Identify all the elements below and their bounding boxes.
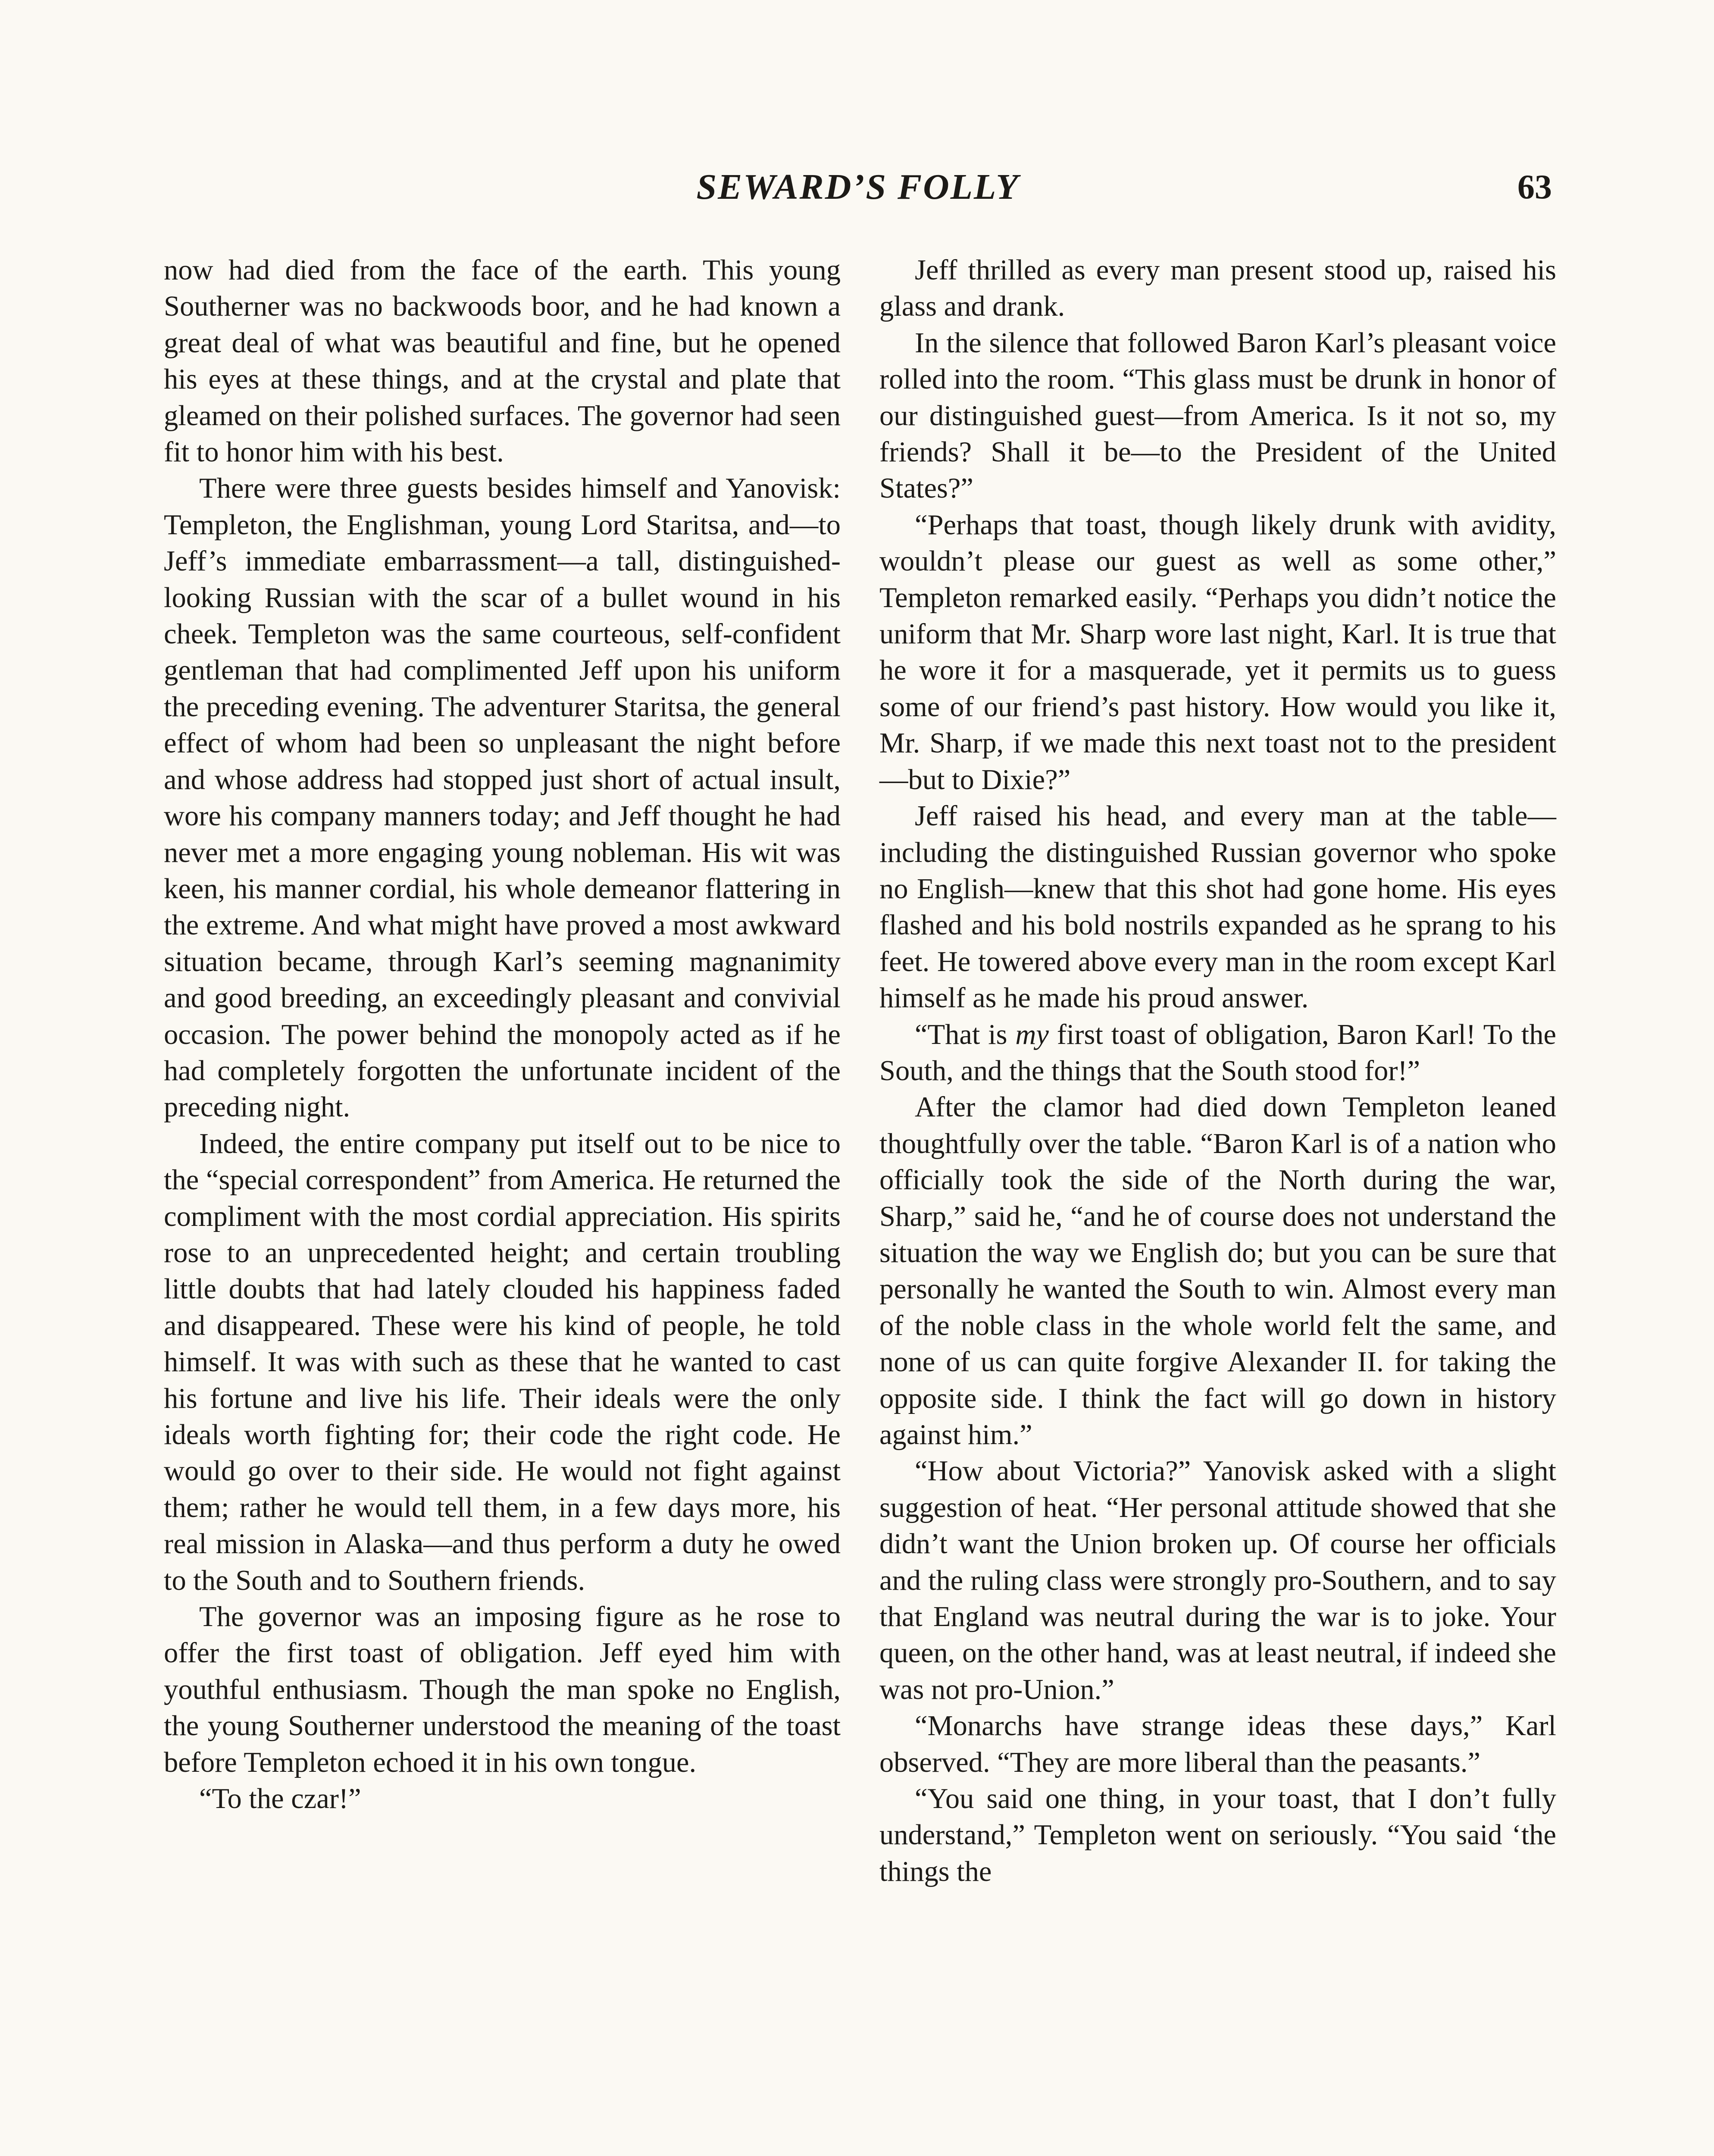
- paragraph: “Perhaps that toast, though likely drunk with avidity, wouldn’t please our guest as well as some other,” Templeton remarked easily. “Perhaps you didn’t notice the uniform that Mr. Sharp wore last night, Karl. It is true that he wore it for a masquerade, yet it permits us to guess some of our friend’s past history. How would you like it, Mr. Sharp, if we made this next toast not to the president—but to Dixie?”: [879, 509, 1556, 796]
- paragraph: Indeed, the entire company put itself out to be nice to the “special correspondent” from America. He returned the compliment with the most cordial appreciation. His spirits rose to an unprecedented height; and certain troubling little doubts that had lately clouded his happiness faded and disappeared. These were his kind of people, he told himself. It was with such as these that he wanted to cast his fortune and live his life. Their ideals were the only ideals worth fighting for; their code the right code. He would go over to their side. He would not fight against them; rather he would tell them, in a few days more, his real mission in Alaska—and thus perform a duty he owed to the South and to Southern friends.: [164, 1128, 841, 1596]
- paragraph: Jeff raised his head, and every man at the table—including the distinguished Russian governor who spoke no English—knew that this shot had gone home. His eyes flashed and his bold nostrils expanded as he sprang to his feet. He towered above every man in the room except Karl himself as he made his proud answer.: [879, 800, 1556, 1014]
- paragraph: There were three guests besides himself and Yanovisk: Templeton, the Englishman, young Lord Staritsa, and—to Jeff’s immediate embarrassment—a tall, distinguished-looking Russian with the scar of a bullet wound in his cheek. Templeton was the same courteous, self-confident gentleman that had complimented Jeff upon his uniform the preceding evening. The adventurer Staritsa, the general effect of whom had been so unpleasant the night before and whose address had stopped just short of actual insult, wore his company manners today; and Jeff thought he had never met a more engaging young nobleman. His wit was keen, his manner cordial, his whole demeanor flattering in the extreme. And what might have proved a most awkward situation became, through Karl’s seeming magnanimity and good breeding, an exceedingly pleasant and convivial occasion. The power behind the monopoly acted as if he had completely forgotten the unfortunate incident of the preceding night.: [164, 473, 841, 1123]
- paragraph: “How about Victoria?” Yanovisk asked with a slight suggestion of heat. “Her personal attitude showed that she didn’t want the Union broken up. Of course her officials and the ruling class were strongly pro-Southern, and to say that England was neutral during the war is to joke. Your queen, on the other hand, was at least neutral, if indeed she was not pro-Union.”: [879, 1455, 1556, 1705]
- paragraph: “Monarchs have strange ideas these days,” Karl observed. “They are more liberal than the peasants.”: [879, 1710, 1556, 1778]
- running-head: [164, 166, 1552, 213]
- running-title: SEWARD’S FOLLY: [696, 167, 1020, 207]
- paragraph: “You said one thing, in your toast, that I don’t fully understand,” Templeton went on seriously. “You said ‘the things the: [879, 1783, 1556, 1887]
- paragraph: In the silence that followed Baron Karl’s pleasant voice rolled into the room. “This glass must be drunk in honor of our distinguished guest—from America. Is it not so, my friends? Shall it be—to the President of the United States?”: [879, 327, 1556, 505]
- right-text-column: [879, 252, 1556, 1890]
- left-text-column: [164, 252, 841, 1817]
- paragraph: Jeff thrilled as every man present stood up, raised his glass and drank.: [879, 254, 1556, 323]
- paragraph: “That is my first toast of obligation, Baron Karl! To the South, and the things that the South stood for!”: [879, 1018, 1557, 1087]
- paragraph: The governor was an imposing figure as he rose to offer the first toast of obligation. Jeff eyed him with youthful enthusiasm. Though the man spoke no English, the young Southerner understood the meaning of the toast before Templeton echoed it in his own tongue.: [164, 1601, 841, 1778]
- paragraph: After the clamor had died down Templeton leaned thoughtfully over the table. “Baron Karl is of a nation who officially took the side of the North during the war, Sharp,” said he, “and he of course does not understand the situation the way we English do; but you can be sure that personally he wanted the South to win. Almost every man of the noble class in the whole world felt the same, and none of us can quite forgive Alexander II. for taking the opposite side. I think the fact will go down in history against him.”: [879, 1091, 1556, 1451]
- emphasis: my: [1015, 1018, 1049, 1050]
- paragraph: now had died from the face of the earth. This young Southerner was no backwoods boor, and he had known a great deal of what was beautiful and fine, but he opened his eyes at these things, and at the crystal and plate that gleamed on their polished surfaces. The governor had seen fit to honor him with his best.: [164, 254, 841, 468]
- paragraph: “To the czar!”: [199, 1783, 361, 1815]
- page-number: 63: [1517, 168, 1552, 206]
